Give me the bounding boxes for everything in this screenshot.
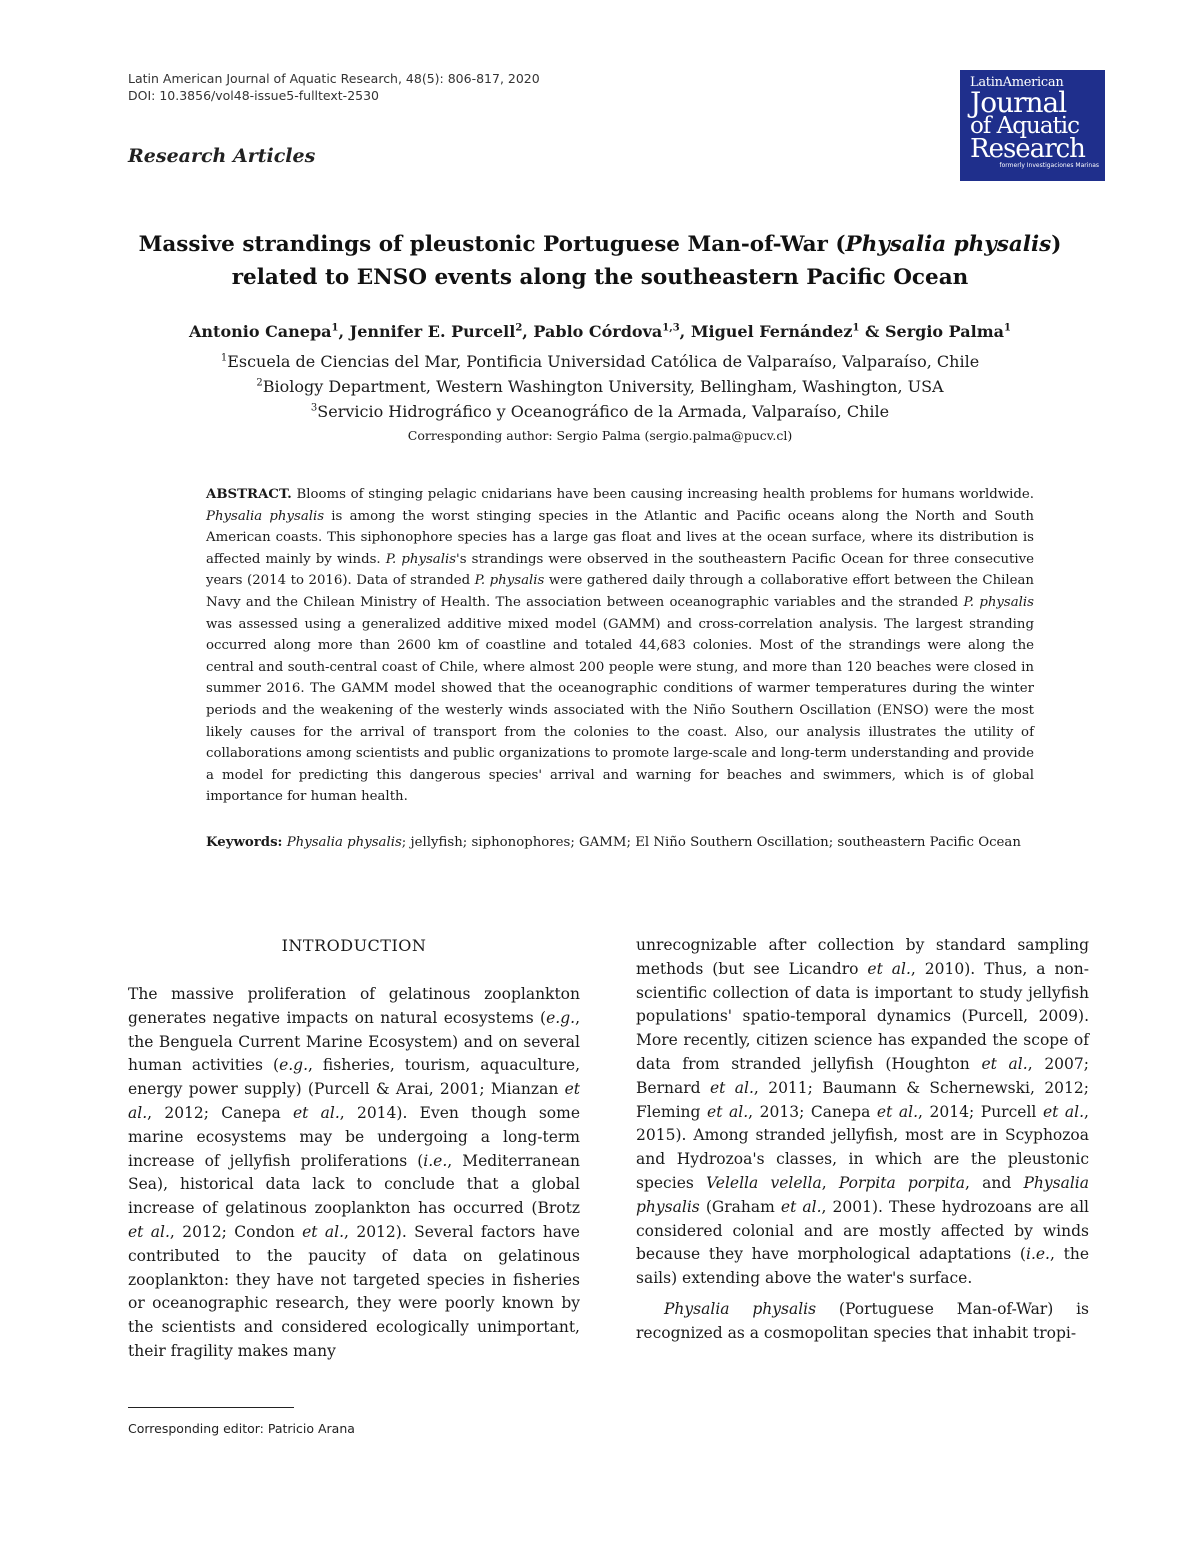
abstract-label: ABSTRACT. [206,487,292,502]
logo-line: of Aquatic [970,113,1080,139]
paragraph: unrecognizable after collection by standard sampling methods (but see Licandro et al., 2010). Thus, a non-scientific collection of data is important to study jellyfish populations' spatio-temporal dynamics (Purcell, 2009). More recently, citizen science has expanded the scope of data from stranded jellyfish (Houghton et al., 2007; Bernard et al., 2011; Baumann & Schernewski, 2012; Fleming et al., 2013; Canepa et al., 2014; Purcell et al., 2015). Among stranded jellyfish, most are in Scyphozoa and Hydrozoa's classes, in which are the pleustonic species Velella velella, Porpita porpita, and Physalia physalis (Graham et al., 2001). These hydrozoans are all considered colonial and are mostly affected by winds because they have morphological adaptations (i.e., the sails) extending above the water's surface. [636,936,1089,1288]
body-column-left [128,983,580,1364]
abstract: ABSTRACT. Blooms of stinging pelagic cnidarians have been causing increasing health problems for humans worldwide. Physalia physalis is among the worst stinging species in the Atlantic and Pacific oceans along the North and South American coasts. This siphonophore species has a large gas float and lives at the ocean surface, where its distribution is affected mainly by winds. P. physalis's strandings were observed in the southeastern Pacific Ocean for three consecutive years (2014 to 2016). Data of stranded P. physalis were gathered daily through a collaborative effort between the Chilean Navy and the Chilean Ministry of Health. The association between oceanographic variables and the stranded P. physalis was assessed using a generalized additive mixed model (GAMM) and cross-correlation analysis. The largest stranding occurred along more than 2600 km of coastline and totaled 44,683 colonies. Most of the strandings were along the central and south-central coast of Chile, where almost 200 people were stung, and more than 120 beaches were closed in summer 2016. The GAMM model showed that the oceanographic conditions of warmer temperatures during the winter periods and the weakening of the westerly winds associated with the Niño Southern Oscillation (ENSO) were the most likely causes for the arrival of transport from the colonies to the coast. Also, our analysis illustrates the utility of collaborations among scientists and public organizations to promote large-scale and long-term understanding and provide a model for predicting this dangerous species' arrival and warning for beaches and swimmers, which is of global importance for human health. [206,487,1035,805]
keywords-label: Keywords: [206,835,283,850]
footnote: Corresponding editor: Patricio Arana [128,1421,355,1436]
author-name: Jennifer E. Purcell [349,322,516,341]
author-name: Pablo Córdova [533,322,663,341]
author-list: Antonio Canepa$^1$, Jennifer E. Purcell$^2$, Pablo Córdova$^{1,3}$, Miguel Fernández$^1$ & Sergio Palma$^1$ [189,322,1011,341]
logo-line: Research [970,134,1085,164]
logo-line: Journal [970,86,1067,119]
doi: DOI: 10.3856/vol48-issue5-fulltext-2530 [128,88,380,103]
author-affiliation-mark: 1,3 [662,322,680,334]
running-header [128,70,540,104]
author-affiliation-mark: 2 [515,322,523,334]
author-affiliation-mark: 1 [331,322,339,334]
keywords: Keywords: Physalia physalis; jellyfish; siphonophores; GAMM; El Niño Southern Oscillation; southeastern Pacific Ocean [206,835,1021,850]
paragraph: Physalia physalis (Portuguese Man-of-War) is recognized as a cosmopolitan species that inhabit tropi- [636,1299,1090,1342]
affiliation-3: $^3$Servicio Hidrográfico y Oceanográfico de la Armada, Valparaíso, Chile [310,402,890,421]
article-title [100,228,1100,294]
paragraph: The massive proliferation of gelatinous zooplankton generates negative impacts on natural ecosystems (e.g., the Benguela Current Marine Ecosystem) and on several human activities (e.g., fisheries, tourism, aquaculture, energy power supply) (Purcell & Arai, 2001; Mianzan et al., 2012; Canepa et al., 2014). Even though some marine ecosystems may be undergoing a long-term increase of jellyfish proliferations (i.e., Mediterranean Sea), historical data lack to conclude that a global increase of gelatinous zooplankton has occurred (Brotz et al., 2012; Condon et al., 2012). Several factors have contributed to the paucity of data on gelatinous zooplankton: they have not targeted species in fisheries or oceanographic research, they were poorly known by the scientists and considered ecologically unimportant, their fragility makes many [128,985,580,1360]
section-heading: INTRODUCTION [281,936,427,955]
title-part: ) [1051,232,1062,257]
author-affiliation-mark: 1 [852,322,860,334]
journal-logo [960,70,1105,181]
affiliation-1: $^1$Escuela de Ciencias del Mar, Pontificia Universidad Católica de Valparaíso, Valparaíso, Chile [220,352,980,371]
title-line-2: related to ENSO events along the southeastern Pacific Ocean [231,265,969,290]
title-part: Massive strandings of pleustonic Portuguese Man-of-War ( [138,232,846,257]
author-name: Antonio Canepa [189,322,332,341]
section-label: Research Articles [128,145,316,167]
title-species: Physalia physalis [845,232,1052,257]
body-column-right [636,934,1089,1346]
corresponding-author: Corresponding author: Sergio Palma (sergio.palma@pucv.cl) [407,428,793,443]
footnote-rule [128,1407,294,1408]
author-name: Sergio Palma [885,322,1005,341]
affiliation-2: $^2$Biology Department, Western Washington University, Bellingham, Washington, USA [256,377,944,396]
author-affiliation-mark: 1 [1004,322,1011,334]
author-name: Miguel Fernández [690,322,853,341]
journal-citation: Latin American Journal of Aquatic Research, 48(5): 806-817, 2020 [128,71,540,86]
logo-line: formerly Investigaciones Marinas [999,162,1099,169]
logo-line: LatinAmerican [970,75,1064,90]
